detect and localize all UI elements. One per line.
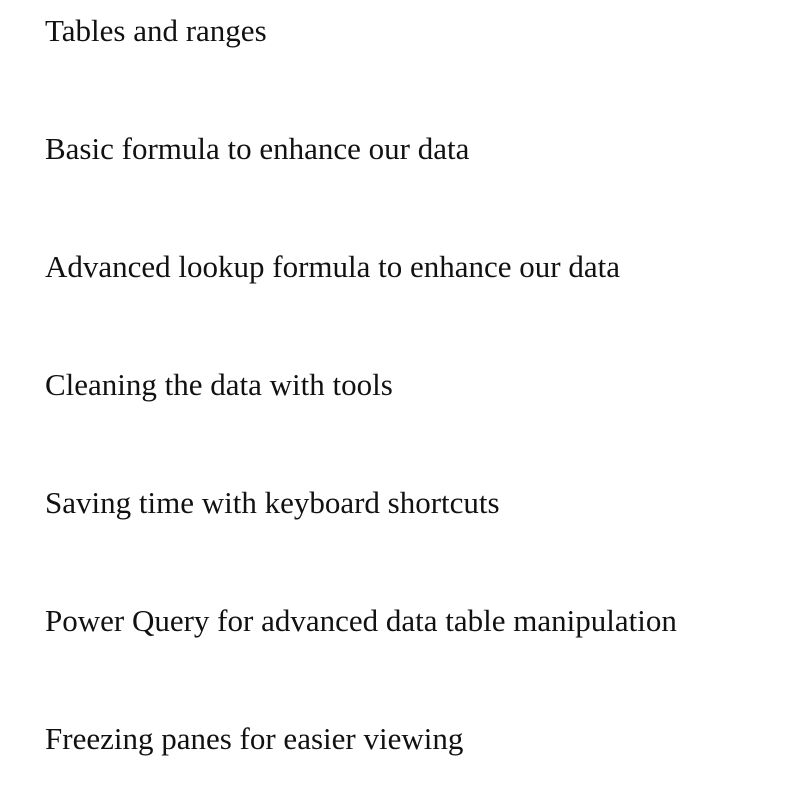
topic-advanced-lookup-formula: Advanced lookup formula to enhance our data (45, 249, 621, 284)
topic-tables-and-ranges: Tables and ranges (45, 13, 267, 48)
topic-keyboard-shortcuts: Saving time with keyboard shortcuts (45, 485, 500, 520)
topic-cleaning-data: Cleaning the data with tools (45, 367, 393, 402)
topic-basic-formula: Basic formula to enhance our data (45, 131, 470, 166)
topic-power-query: Power Query for advanced data table manipulation (45, 603, 677, 638)
topic-freezing-panes: Freezing panes for easier viewing (45, 721, 464, 756)
